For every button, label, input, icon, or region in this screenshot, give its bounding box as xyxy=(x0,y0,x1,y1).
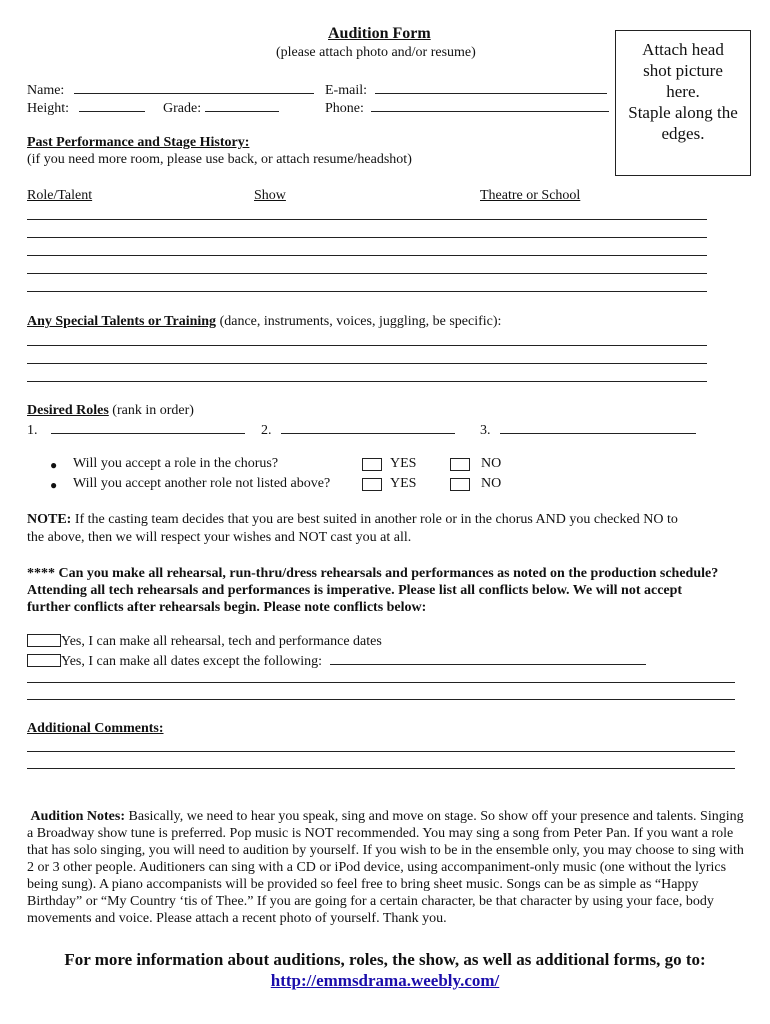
note-label: NOTE: xyxy=(27,512,72,527)
conflicts-line-1: **** Can you make all rehearsal, run-thru/dress rehearsals and performances as noted on the production schedule? xyxy=(27,566,719,581)
email-row xyxy=(325,81,607,99)
role-2-row xyxy=(261,421,455,439)
conflict-option-1 xyxy=(27,634,382,650)
question-chorus: Will you accept a role in the chorus? xyxy=(73,456,279,471)
bullet-icon: ● xyxy=(50,478,58,492)
other-role-yes-label: YES xyxy=(390,476,417,491)
conflict-option-1-label: Yes, I can make all rehearsal, tech and performance dates xyxy=(61,634,382,649)
history-line[interactable] xyxy=(27,219,707,220)
talents-note: (dance, instruments, voices, juggling, be specific): xyxy=(216,314,502,329)
col-role-talent: Role/Talent xyxy=(27,188,93,203)
talents-line[interactable] xyxy=(27,381,707,382)
conflict-dates-field[interactable] xyxy=(330,652,646,665)
question-other-role: Will you accept another role not listed above? xyxy=(73,476,331,491)
phone-label: Phone: xyxy=(325,101,364,116)
roles-heading: Desired Roles xyxy=(27,403,109,418)
chorus-yes-checkbox[interactable] xyxy=(362,458,382,471)
history-note: (if you need more room, please use back, or attach resume/headshot) xyxy=(27,152,412,167)
name-row xyxy=(27,81,314,99)
comments-heading: Additional Comments: xyxy=(27,721,164,736)
conflict-option-2-blank[interactable] xyxy=(27,654,61,667)
comments-line[interactable] xyxy=(27,768,735,769)
conflict-option-1-blank[interactable] xyxy=(27,634,61,647)
note-line-1 xyxy=(27,512,678,528)
form-title: Audition Form xyxy=(328,25,431,42)
audition-notes-text: Basically, we need to hear you speak, sing and move on stage. So show off your presence and talents. Singing a Broadway show tune is preferred. Pop music is NOT recommended. You may sing a song from Peter Pan. If you want a role that has solo singing, you will need to audition by yourself. If you wish to be in the ensemble only, you may choose to sing with 2 or 3 other people. Auditioners can sing with a CD or iPod device, using accompaniment-only music (one without the lyrics being sung). A piano accompanists will be provided so feel free to bring sheet music. Songs can be as simple as “Happy Birthday” or “My Country ‘tis of Thee.” If you are going for a certain character, be that character by using your face, body movements and voice. Please attach a recent photo of yourself. Thank you. xyxy=(27,809,744,926)
role-1-field[interactable] xyxy=(51,421,245,434)
audition-notes xyxy=(27,808,745,927)
email-field[interactable] xyxy=(375,81,607,94)
bullet-icon: ● xyxy=(50,458,58,472)
role-3-number: 3. xyxy=(480,423,491,438)
photo-box-line: here. xyxy=(666,82,700,101)
height-field[interactable] xyxy=(79,99,145,112)
conflicts-line-3: further conflicts after rehearsals begin. Please note conflicts below: xyxy=(27,600,427,615)
audition-notes-label: Audition Notes: xyxy=(30,809,126,824)
photo-box-line: edges. xyxy=(661,124,705,143)
note-text-2: the above, then we will respect your wishes and NOT cast you at all. xyxy=(27,530,412,545)
conflict-option-2 xyxy=(27,652,646,670)
footer-link-row xyxy=(0,971,770,991)
footer-text: For more information about auditions, roles, the show, as well as additional forms, go to: xyxy=(64,950,706,969)
chorus-yes-label: YES xyxy=(390,456,417,471)
grade-row xyxy=(163,99,279,117)
history-line[interactable] xyxy=(27,237,707,238)
role-3-row xyxy=(480,421,696,439)
other-role-no-checkbox[interactable] xyxy=(450,478,470,491)
conflict-line[interactable] xyxy=(27,699,735,700)
talents-line[interactable] xyxy=(27,345,707,346)
photo-box-line: Staple along the xyxy=(628,103,738,122)
talents-row xyxy=(27,314,501,330)
roles-row xyxy=(27,403,194,419)
role-2-number: 2. xyxy=(261,423,272,438)
conflict-option-2-label: Yes, I can make all dates except the following: xyxy=(61,654,323,669)
note-text-1: If the casting team decides that you are best suited in another role or in the chorus AND you checked NO to xyxy=(71,512,678,527)
phone-field[interactable] xyxy=(371,99,609,112)
grade-label: Grade: xyxy=(163,101,202,116)
photo-box-line: shot picture xyxy=(643,61,723,80)
conflict-line[interactable] xyxy=(27,682,735,683)
name-field[interactable] xyxy=(74,81,314,94)
comments-line[interactable] xyxy=(27,751,735,752)
chorus-no-checkbox[interactable] xyxy=(450,458,470,471)
col-theatre-school: Theatre or School xyxy=(480,188,581,203)
role-1-number: 1. xyxy=(27,423,38,438)
height-label: Height: xyxy=(27,101,69,116)
col-show: Show xyxy=(254,188,286,203)
footer-link[interactable]: http://emmsdrama.weebly.com/ xyxy=(270,971,500,990)
conflicts-line-2: Attending all tech rehearsals and performances is imperative. Please list all conflicts below. We will not accept xyxy=(27,583,683,598)
role-1-row xyxy=(27,421,245,439)
talents-heading: Any Special Talents or Training xyxy=(27,314,217,329)
role-3-field[interactable] xyxy=(500,421,696,434)
other-role-no-label: NO xyxy=(481,476,502,491)
name-label: Name: xyxy=(27,83,65,98)
photo-attach-box xyxy=(615,30,751,176)
role-2-field[interactable] xyxy=(281,421,455,434)
height-row xyxy=(27,99,145,117)
talents-line[interactable] xyxy=(27,363,707,364)
other-role-yes-checkbox[interactable] xyxy=(362,478,382,491)
chorus-no-label: NO xyxy=(481,456,502,471)
form-subtitle: (please attach photo and/or resume) xyxy=(276,45,476,60)
email-label: E-mail: xyxy=(325,83,367,98)
grade-field[interactable] xyxy=(205,99,279,112)
phone-row xyxy=(325,99,609,117)
photo-box-line: Attach head xyxy=(642,40,724,59)
history-line[interactable] xyxy=(27,255,707,256)
history-heading: Past Performance and Stage History: xyxy=(27,135,250,150)
roles-note: (rank in order) xyxy=(108,403,194,418)
history-line[interactable] xyxy=(27,273,707,274)
history-line[interactable] xyxy=(27,291,707,292)
